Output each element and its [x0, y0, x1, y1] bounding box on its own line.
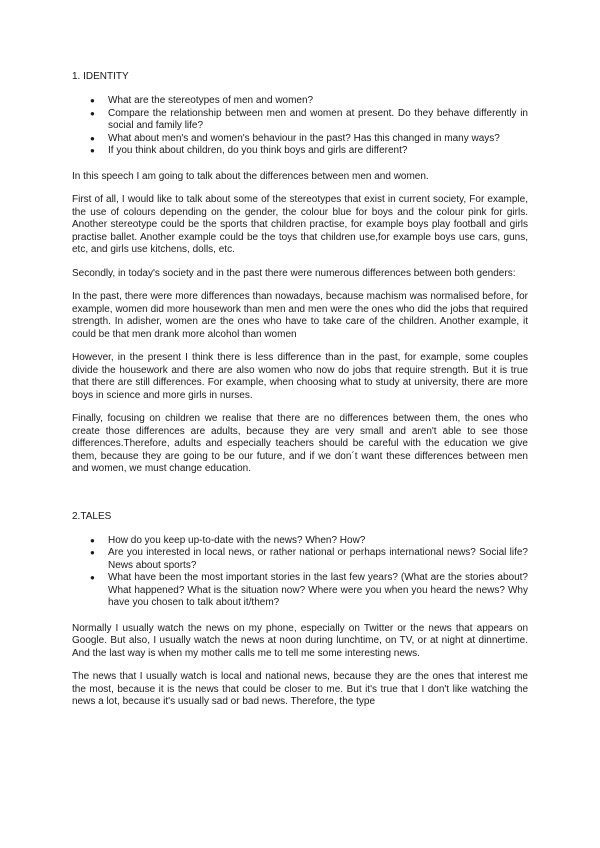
bullet-icon: ● — [90, 146, 95, 155]
question-item — [90, 547, 528, 572]
question-item — [90, 95, 528, 108]
question-text: What about men's and women's behaviour in the past? Has this changed in many ways? — [108, 132, 500, 144]
paragraph-past: In the past, there were more differences than nowadays, because machism was normalised before, for example, women did more housework than men and men were the ones who did the jobs that required strength. In adisher, women are the ones who have to take care of the children. Another example, it could be that men drank more alcohol than women — [72, 291, 528, 340]
bullet-icon: ● — [90, 108, 95, 118]
paragraph-news-sources: Normally I usually watch the news on my phone, especially on Twitter or the news that appears on Google. But also, I usually watch the news at noon during lunchtime, on TV, or at night at dinnertime. And the last way is when my mother calls me to tell me some interesting news. — [72, 622, 528, 659]
bullet-icon: ● — [90, 573, 95, 582]
paragraph-intro: In this speech I am going to talk about the differences between men and women. — [72, 170, 429, 182]
question-item — [90, 145, 528, 158]
bullet-icon: ● — [90, 535, 95, 545]
paragraph-news-type: The news that I usually watch is local and national news, because they are the ones that interest me the most, because it is the news that could be closer to me. But it's true that I don't like watching the news a lot, because it's usually sad or bad news. Therefore, the type — [72, 671, 528, 707]
question-item — [90, 535, 528, 548]
bullet-icon: ● — [90, 548, 95, 557]
paragraph-stereotypes: First of all, I would like to talk about some of the stereotypes that exist in current society, For example, the use of colours depending on the gender, the colour blue for boys and the colour pink for girls. Another stereotype could be the sports that children practise, for example boys play football and girls practise ballet. Another example could be the toys that children use,for example boys use cars, guns, etc, and girls use kitchens, dolls, etc. — [72, 194, 528, 255]
question-text: What have been the most important stories in the last few years? (What are the stories about? What happened? What is the situation now? Where were you when you heard the news? Why have you chosen to talk about it/them? — [108, 572, 528, 608]
question-item — [90, 133, 528, 146]
paragraph-children: Finally, focusing on children we realise that there are no differences between them, the ones who create those differences are adults, because they are very small and aren't able to see those differences.Therefore, adults and especially teachers should be careful with the education we give them, because they are going to be our future, and if we don´t want these differences between men and women, we must change education. — [72, 413, 528, 474]
question-text: What are the stereotypes of men and women? — [108, 95, 314, 106]
question-item — [90, 108, 528, 133]
question-text: Are you interested in local news, or rather national or perhaps international news? Social life? News about sports? — [108, 547, 528, 571]
bullet-icon: ● — [90, 133, 95, 143]
bullet-icon: ● — [90, 96, 95, 105]
paragraph-present: However, in the present I think there is less difference than in the past, for example, some couples divide the housework and there are also women who now do jobs that require strength. But it is true that there are still differences. For example, when choosing what to study at university, there are more boys in science and more girls in nurses. — [72, 352, 528, 401]
question-list-tales — [72, 535, 528, 610]
question-text: Compare the relationship between men and women at present. Do they behave differently in social and family life? — [108, 107, 528, 131]
question-text: How do you keep up-to-date with the news? When? How? — [108, 534, 366, 546]
section-heading-tales: 2.TALES — [72, 510, 112, 522]
section-heading-identity: 1. IDENTITY — [72, 71, 129, 82]
paragraph-secondly: Secondly, in today's society and in the past there were numerous differences between both genders: — [72, 267, 516, 279]
question-list-identity — [72, 95, 528, 158]
document-page — [72, 70, 528, 720]
question-item — [90, 572, 528, 610]
question-text: If you think about children, do you think boys and girls are different? — [108, 145, 408, 156]
